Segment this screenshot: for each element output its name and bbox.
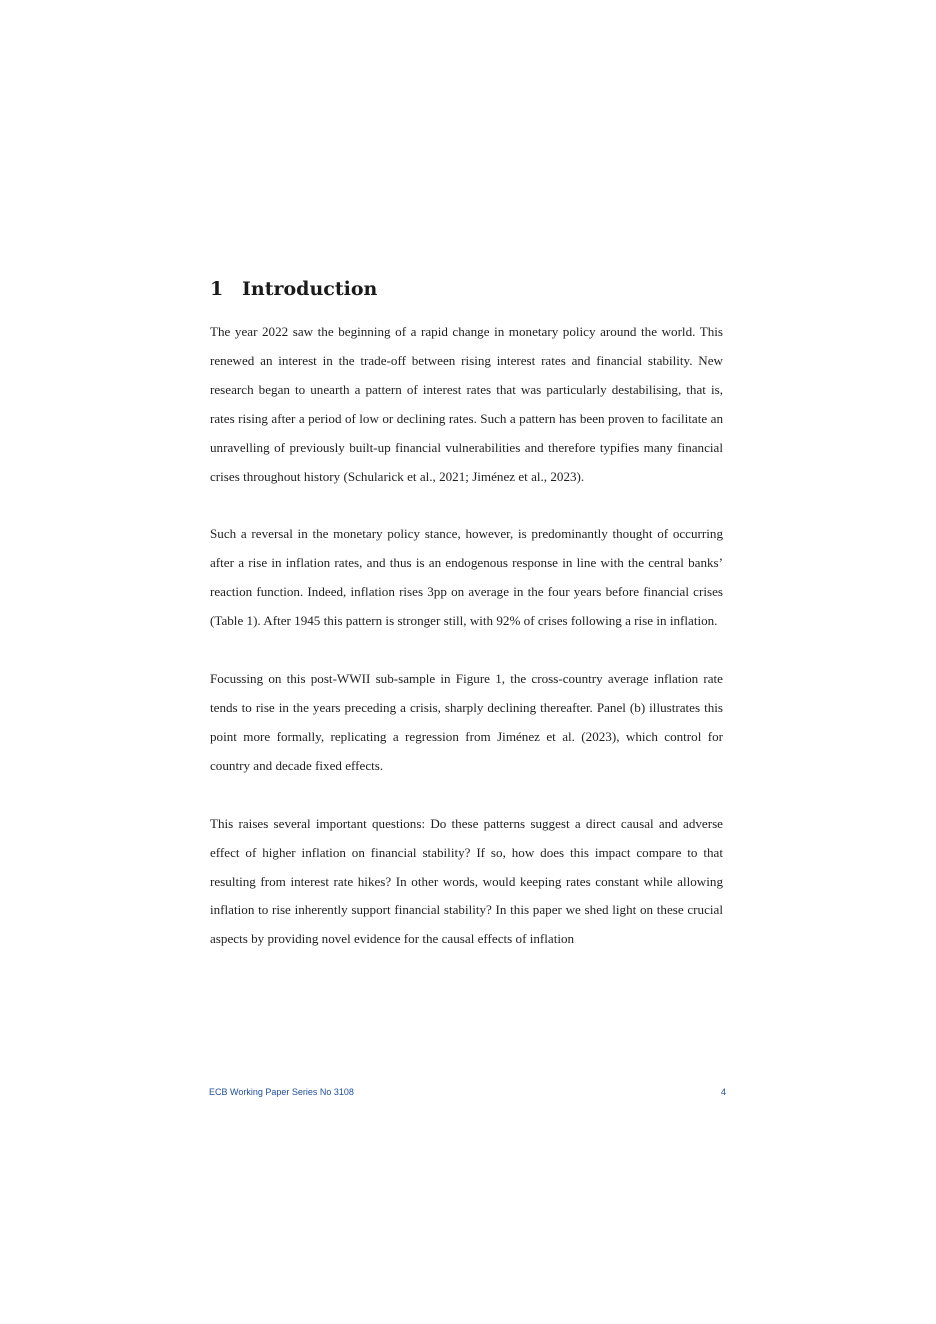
footer-page-number: 4 [720, 1087, 726, 1097]
body-text [210, 318, 723, 983]
paragraph-3: Focussing on this post-WWII sub-sample in Figure 1, the cross-country average inflation rate tends to rise in the years preceding a crisis, sharply declining thereafter. Panel (b) illustrates this point more formally, replicating a regression from Jiménez et al. (2023), which control for country and decade fixed effects. [210, 671, 723, 773]
paragraph-4: This raises several important questions: Do these patterns suggest a direct causal and adverse effect of higher inflation on financial stability? If so, how does this impact compare to that resulting from interest rate hikes? In other words, would keeping rates constant while allowing inflation to rise inherently support financial stability? In this paper we shed light on these crucial aspects by providing novel evidence for the causal effects of inflation [210, 815, 723, 947]
paragraph-1: The year 2022 saw the beginning of a rapid change in monetary policy around the world. This renewed an interest in the trade-off between rising interest rates and financial stability. New research began to unearth a pattern of interest rates that was particularly destabilising, that is, rates rising after a period of low or declining rates. Such a pattern has been proven to facilitate an unravelling of previously built-up financial vulnerabilities and therefore typifies many financial crises throughout history (Schularick et al., 2021; Jiménez et al., 2023). [210, 324, 723, 484]
section-number: 1 [210, 278, 224, 300]
paragraph-2: Such a reversal in the monetary policy stance, however, is predominantly thought of occurring after a rise in inflation rates, and thus is an endogenous response in line with the central banks’ reaction function. Indeed, inflation rises 3pp on average in the four years before financial crises (Table 1). After 1945 this pattern is stronger still, with 92% of crises following a rise in inflation. [210, 526, 723, 629]
footer-series-label: ECB Working Paper Series No 3108 [209, 1087, 354, 1097]
page-footer [209, 1087, 726, 1097]
section-title: Introduction [242, 278, 378, 300]
section-heading [210, 275, 377, 303]
